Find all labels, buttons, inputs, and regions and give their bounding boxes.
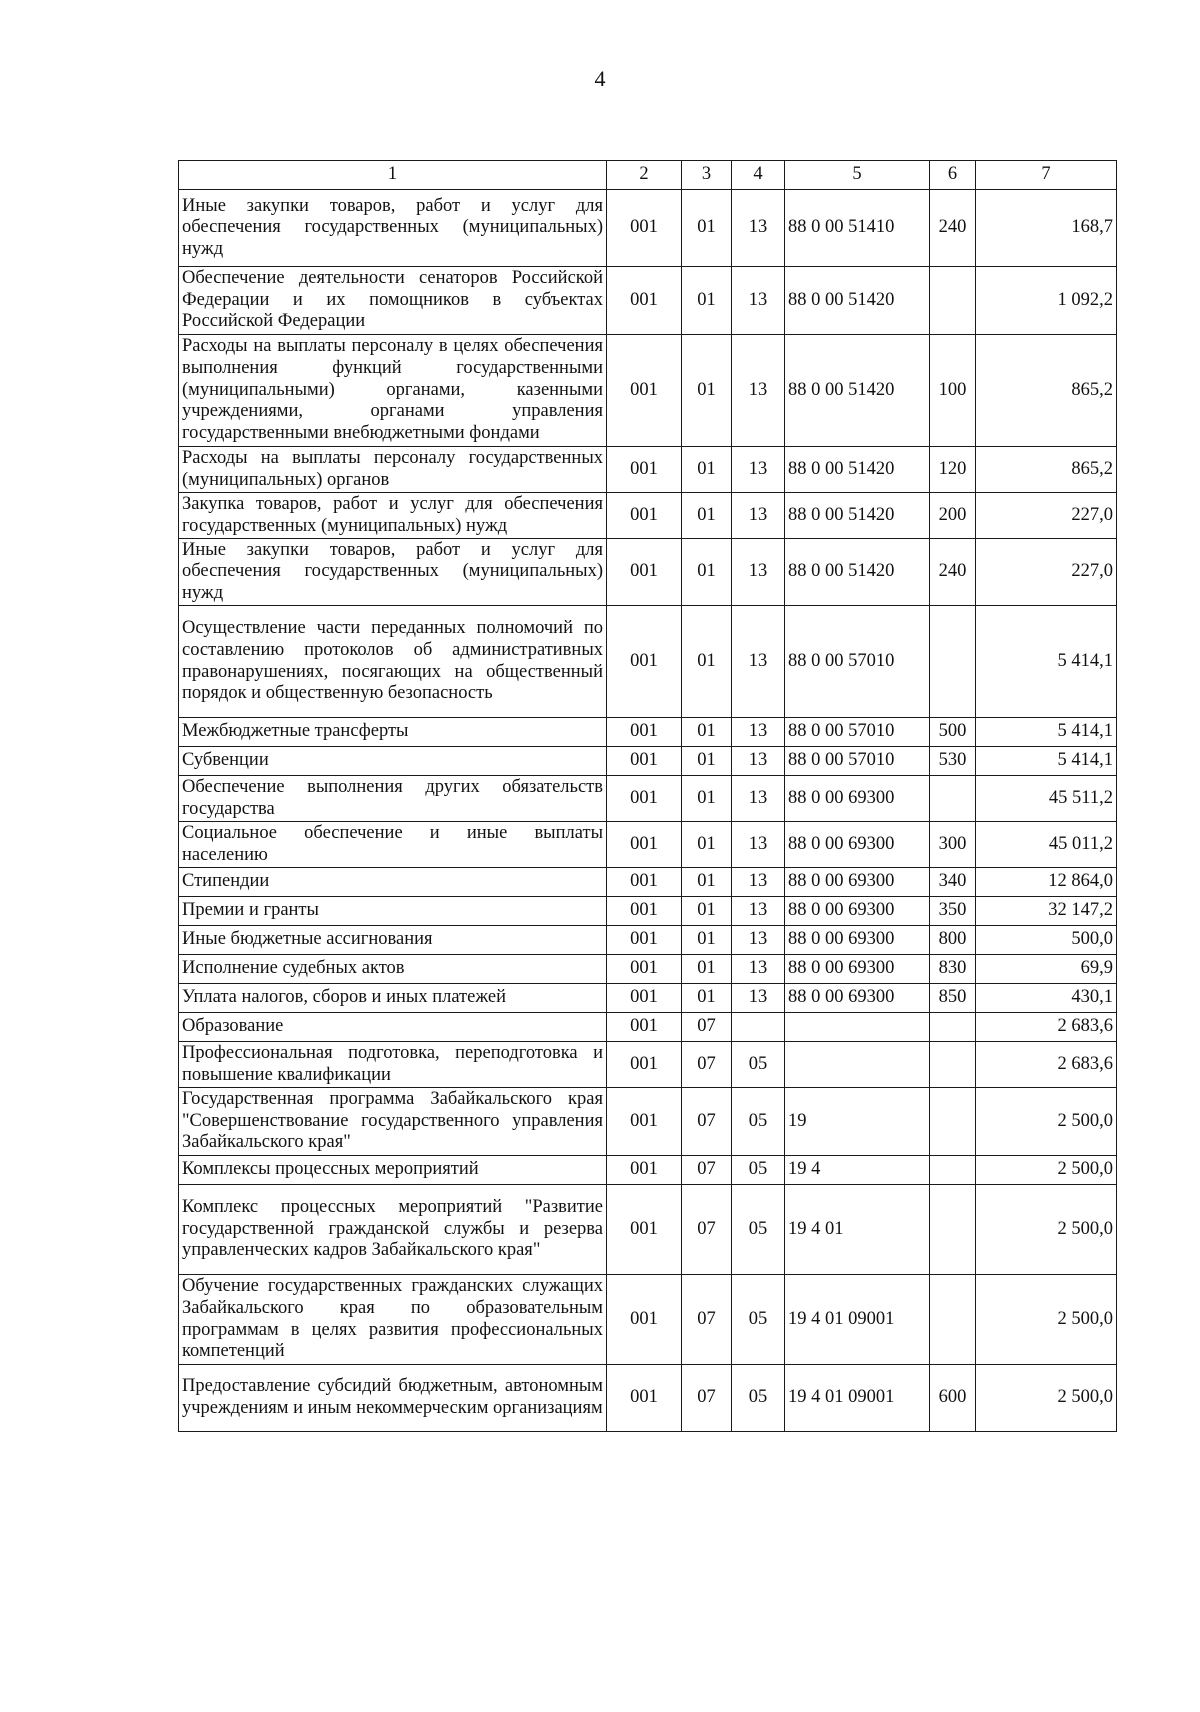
- row-section-code: 01: [682, 718, 732, 747]
- row-amount: 45 511,2: [976, 776, 1117, 822]
- row-ministry-code: 001: [607, 718, 682, 747]
- table-row: [179, 747, 1117, 776]
- row-target-article: [785, 1013, 930, 1042]
- row-subsection-code: 13: [732, 718, 785, 747]
- column-header: 2: [607, 161, 682, 190]
- row-name: Иные закупки товаров, работ и услуг для обеспечения государственных (муниципальных) нужд: [179, 190, 607, 267]
- page-number: 4: [594, 66, 606, 91]
- row-target-article: 88 0 00 69300: [785, 822, 930, 868]
- row-ministry-code: 001: [607, 1042, 682, 1088]
- table-row: [179, 335, 1117, 447]
- row-target-article: 88 0 00 69300: [785, 926, 930, 955]
- row-expense-type: 850: [930, 984, 976, 1013]
- row-section-code: 01: [682, 747, 732, 776]
- row-subsection-code: 05: [732, 1365, 785, 1432]
- row-target-article: 19: [785, 1088, 930, 1156]
- row-subsection-code: 05: [732, 1156, 785, 1185]
- row-ministry-code: 001: [607, 1088, 682, 1156]
- row-section-code: 07: [682, 1156, 732, 1185]
- row-ministry-code: 001: [607, 776, 682, 822]
- row-ministry-code: 001: [607, 190, 682, 267]
- row-name: Обеспечение выполнения других обязательств государства: [179, 776, 607, 822]
- row-ministry-code: 001: [607, 335, 682, 447]
- row-subsection-code: [732, 1013, 785, 1042]
- row-name: Расходы на выплаты персоналу в целях обеспечения выполнения функций государственными (муниципальными) органами, казенными учреждениями, органами управления государственными внебюджетными фондами: [179, 335, 607, 447]
- row-ministry-code: 001: [607, 1365, 682, 1432]
- table-row: [179, 539, 1117, 606]
- budget-table: [178, 160, 1117, 1432]
- row-expense-type: 120: [930, 447, 976, 493]
- row-name: Профессиональная подготовка, переподготовка и повышение квалификации: [179, 1042, 607, 1088]
- row-name: Субвенции: [179, 747, 607, 776]
- row-subsection-code: 13: [732, 897, 785, 926]
- row-section-code: 07: [682, 1275, 732, 1365]
- row-expense-type: 200: [930, 493, 976, 539]
- row-section-code: 01: [682, 955, 732, 984]
- row-target-article: 88 0 00 69300: [785, 776, 930, 822]
- row-amount: 865,2: [976, 447, 1117, 493]
- row-amount: 2 500,0: [976, 1088, 1117, 1156]
- row-expense-type: [930, 1088, 976, 1156]
- row-section-code: 01: [682, 776, 732, 822]
- row-subsection-code: 13: [732, 190, 785, 267]
- row-ministry-code: 001: [607, 1156, 682, 1185]
- table-row: [179, 1275, 1117, 1365]
- table-row: [179, 1088, 1117, 1156]
- row-name: Осуществление части переданных полномочий по составлению протоколов об административных правонарушениях, посягающих на общественный порядок и общественную безопасность: [179, 606, 607, 718]
- table-row: [179, 1185, 1117, 1275]
- row-subsection-code: 05: [732, 1185, 785, 1275]
- row-amount: 5 414,1: [976, 718, 1117, 747]
- row-expense-type: 600: [930, 1365, 976, 1432]
- column-header: 7: [976, 161, 1117, 190]
- row-target-article: 88 0 00 51420: [785, 493, 930, 539]
- row-amount: 32 147,2: [976, 897, 1117, 926]
- row-name: Исполнение судебных актов: [179, 955, 607, 984]
- row-amount: 5 414,1: [976, 747, 1117, 776]
- row-target-article: 88 0 00 51420: [785, 335, 930, 447]
- row-amount: 2 683,6: [976, 1013, 1117, 1042]
- row-expense-type: 340: [930, 868, 976, 897]
- row-section-code: 01: [682, 267, 732, 335]
- row-ministry-code: 001: [607, 897, 682, 926]
- row-section-code: 01: [682, 447, 732, 493]
- table-row: [179, 984, 1117, 1013]
- row-expense-type: 350: [930, 897, 976, 926]
- row-name: Обеспечение деятельности сенаторов Российской Федерации и их помощников в субъектах Российской Федерации: [179, 267, 607, 335]
- row-amount: 2 683,6: [976, 1042, 1117, 1088]
- row-section-code: 01: [682, 822, 732, 868]
- row-target-article: 19 4: [785, 1156, 930, 1185]
- row-subsection-code: 13: [732, 539, 785, 606]
- column-header: 6: [930, 161, 976, 190]
- row-ministry-code: 001: [607, 539, 682, 606]
- row-expense-type: 300: [930, 822, 976, 868]
- row-subsection-code: 13: [732, 747, 785, 776]
- row-target-article: 88 0 00 51420: [785, 447, 930, 493]
- row-section-code: 01: [682, 539, 732, 606]
- row-amount: 168,7: [976, 190, 1117, 267]
- row-expense-type: 500: [930, 718, 976, 747]
- row-subsection-code: 13: [732, 776, 785, 822]
- row-section-code: 07: [682, 1013, 732, 1042]
- table-row: [179, 955, 1117, 984]
- row-ministry-code: 001: [607, 822, 682, 868]
- row-section-code: 07: [682, 1185, 732, 1275]
- header-row: [179, 161, 1117, 190]
- row-target-article: 88 0 00 51410: [785, 190, 930, 267]
- row-target-article: 19 4 01: [785, 1185, 930, 1275]
- row-name: Закупка товаров, работ и услуг для обеспечения государственных (муниципальных) нужд: [179, 493, 607, 539]
- column-header: 5: [785, 161, 930, 190]
- row-amount: 500,0: [976, 926, 1117, 955]
- row-subsection-code: 13: [732, 335, 785, 447]
- table-row: [179, 190, 1117, 267]
- table-row: [179, 897, 1117, 926]
- row-expense-type: 240: [930, 539, 976, 606]
- table-row: [179, 868, 1117, 897]
- row-amount: 45 011,2: [976, 822, 1117, 868]
- column-header: 3: [682, 161, 732, 190]
- row-expense-type: [930, 267, 976, 335]
- column-header: 4: [732, 161, 785, 190]
- row-section-code: 01: [682, 493, 732, 539]
- row-amount: 69,9: [976, 955, 1117, 984]
- row-subsection-code: 13: [732, 984, 785, 1013]
- table-row: [179, 267, 1117, 335]
- row-name: Образование: [179, 1013, 607, 1042]
- row-name: Иные закупки товаров, работ и услуг для обеспечения государственных (муниципальных) нужд: [179, 539, 607, 606]
- row-amount: 1 092,2: [976, 267, 1117, 335]
- row-expense-type: 100: [930, 335, 976, 447]
- row-ministry-code: 001: [607, 1275, 682, 1365]
- row-expense-type: [930, 1156, 976, 1185]
- row-expense-type: 830: [930, 955, 976, 984]
- table-row: [179, 1365, 1117, 1432]
- table-row: [179, 447, 1117, 493]
- row-ministry-code: 001: [607, 267, 682, 335]
- table-row: [179, 493, 1117, 539]
- row-name: Межбюджетные трансферты: [179, 718, 607, 747]
- table-row: [179, 776, 1117, 822]
- row-ministry-code: 001: [607, 493, 682, 539]
- row-expense-type: [930, 1275, 976, 1365]
- row-ministry-code: 001: [607, 868, 682, 897]
- row-target-article: [785, 1042, 930, 1088]
- row-name: Предоставление субсидий бюджетным, автономным учреждениям и иным некоммерческим организациям: [179, 1365, 607, 1432]
- row-target-article: 88 0 00 69300: [785, 868, 930, 897]
- row-amount: 2 500,0: [976, 1156, 1117, 1185]
- row-name: Уплата налогов, сборов и иных платежей: [179, 984, 607, 1013]
- row-name: Социальное обеспечение и иные выплаты населению: [179, 822, 607, 868]
- row-subsection-code: 05: [732, 1042, 785, 1088]
- row-target-article: 88 0 00 51420: [785, 267, 930, 335]
- row-subsection-code: 13: [732, 447, 785, 493]
- row-amount: 2 500,0: [976, 1185, 1117, 1275]
- row-expense-type: [930, 776, 976, 822]
- row-section-code: 01: [682, 335, 732, 447]
- row-name: Комплекс процессных мероприятий "Развитие государственной гражданской службы и резерва управленческих кадров Забайкальского края": [179, 1185, 607, 1275]
- row-name: Иные бюджетные ассигнования: [179, 926, 607, 955]
- row-name: Обучение государственных гражданских служащих Забайкальского края по образовательным программам в целях развития профессиональных компетенций: [179, 1275, 607, 1365]
- row-amount: 227,0: [976, 539, 1117, 606]
- row-amount: 2 500,0: [976, 1275, 1117, 1365]
- row-section-code: 07: [682, 1088, 732, 1156]
- table-row: [179, 606, 1117, 718]
- row-name: Расходы на выплаты персоналу государственных (муниципальных) органов: [179, 447, 607, 493]
- row-subsection-code: 05: [732, 1088, 785, 1156]
- row-target-article: 19 4 01 09001: [785, 1275, 930, 1365]
- row-target-article: 88 0 00 69300: [785, 955, 930, 984]
- row-name: Государственная программа Забайкальского края "Совершенствование государственного управления Забайкальского края": [179, 1088, 607, 1156]
- table-row: [179, 822, 1117, 868]
- row-expense-type: 530: [930, 747, 976, 776]
- table-row: [179, 1013, 1117, 1042]
- table-row: [179, 926, 1117, 955]
- row-ministry-code: 001: [607, 1185, 682, 1275]
- row-ministry-code: 001: [607, 955, 682, 984]
- row-section-code: 01: [682, 897, 732, 926]
- row-subsection-code: 13: [732, 868, 785, 897]
- row-subsection-code: 13: [732, 606, 785, 718]
- row-amount: 865,2: [976, 335, 1117, 447]
- row-ministry-code: 001: [607, 447, 682, 493]
- row-section-code: 01: [682, 606, 732, 718]
- row-target-article: 88 0 00 69300: [785, 984, 930, 1013]
- row-section-code: 01: [682, 926, 732, 955]
- table-row: [179, 1042, 1117, 1088]
- row-target-article: 88 0 00 57010: [785, 718, 930, 747]
- row-subsection-code: 13: [732, 955, 785, 984]
- row-section-code: 07: [682, 1365, 732, 1432]
- row-subsection-code: 13: [732, 822, 785, 868]
- row-amount: 5 414,1: [976, 606, 1117, 718]
- row-subsection-code: 05: [732, 1275, 785, 1365]
- row-target-article: 88 0 00 51420: [785, 539, 930, 606]
- row-expense-type: [930, 606, 976, 718]
- row-ministry-code: 001: [607, 984, 682, 1013]
- row-target-article: 88 0 00 57010: [785, 606, 930, 718]
- row-name: Комплексы процессных мероприятий: [179, 1156, 607, 1185]
- table-row: [179, 1156, 1117, 1185]
- row-subsection-code: 13: [732, 493, 785, 539]
- row-expense-type: 240: [930, 190, 976, 267]
- row-ministry-code: 001: [607, 1013, 682, 1042]
- row-expense-type: [930, 1013, 976, 1042]
- row-amount: 12 864,0: [976, 868, 1117, 897]
- row-amount: 227,0: [976, 493, 1117, 539]
- row-ministry-code: 001: [607, 747, 682, 776]
- row-section-code: 01: [682, 984, 732, 1013]
- row-target-article: 88 0 00 69300: [785, 897, 930, 926]
- row-subsection-code: 13: [732, 267, 785, 335]
- row-target-article: 19 4 01 09001: [785, 1365, 930, 1432]
- row-section-code: 07: [682, 1042, 732, 1088]
- row-amount: 430,1: [976, 984, 1117, 1013]
- row-ministry-code: 001: [607, 926, 682, 955]
- row-name: Премии и гранты: [179, 897, 607, 926]
- table-row: [179, 718, 1117, 747]
- row-expense-type: [930, 1185, 976, 1275]
- row-ministry-code: 001: [607, 606, 682, 718]
- row-section-code: 01: [682, 190, 732, 267]
- row-expense-type: 800: [930, 926, 976, 955]
- column-header: 1: [179, 161, 607, 190]
- row-subsection-code: 13: [732, 926, 785, 955]
- row-expense-type: [930, 1042, 976, 1088]
- row-section-code: 01: [682, 868, 732, 897]
- row-name: Стипендии: [179, 868, 607, 897]
- row-target-article: 88 0 00 57010: [785, 747, 930, 776]
- row-amount: 2 500,0: [976, 1365, 1117, 1432]
